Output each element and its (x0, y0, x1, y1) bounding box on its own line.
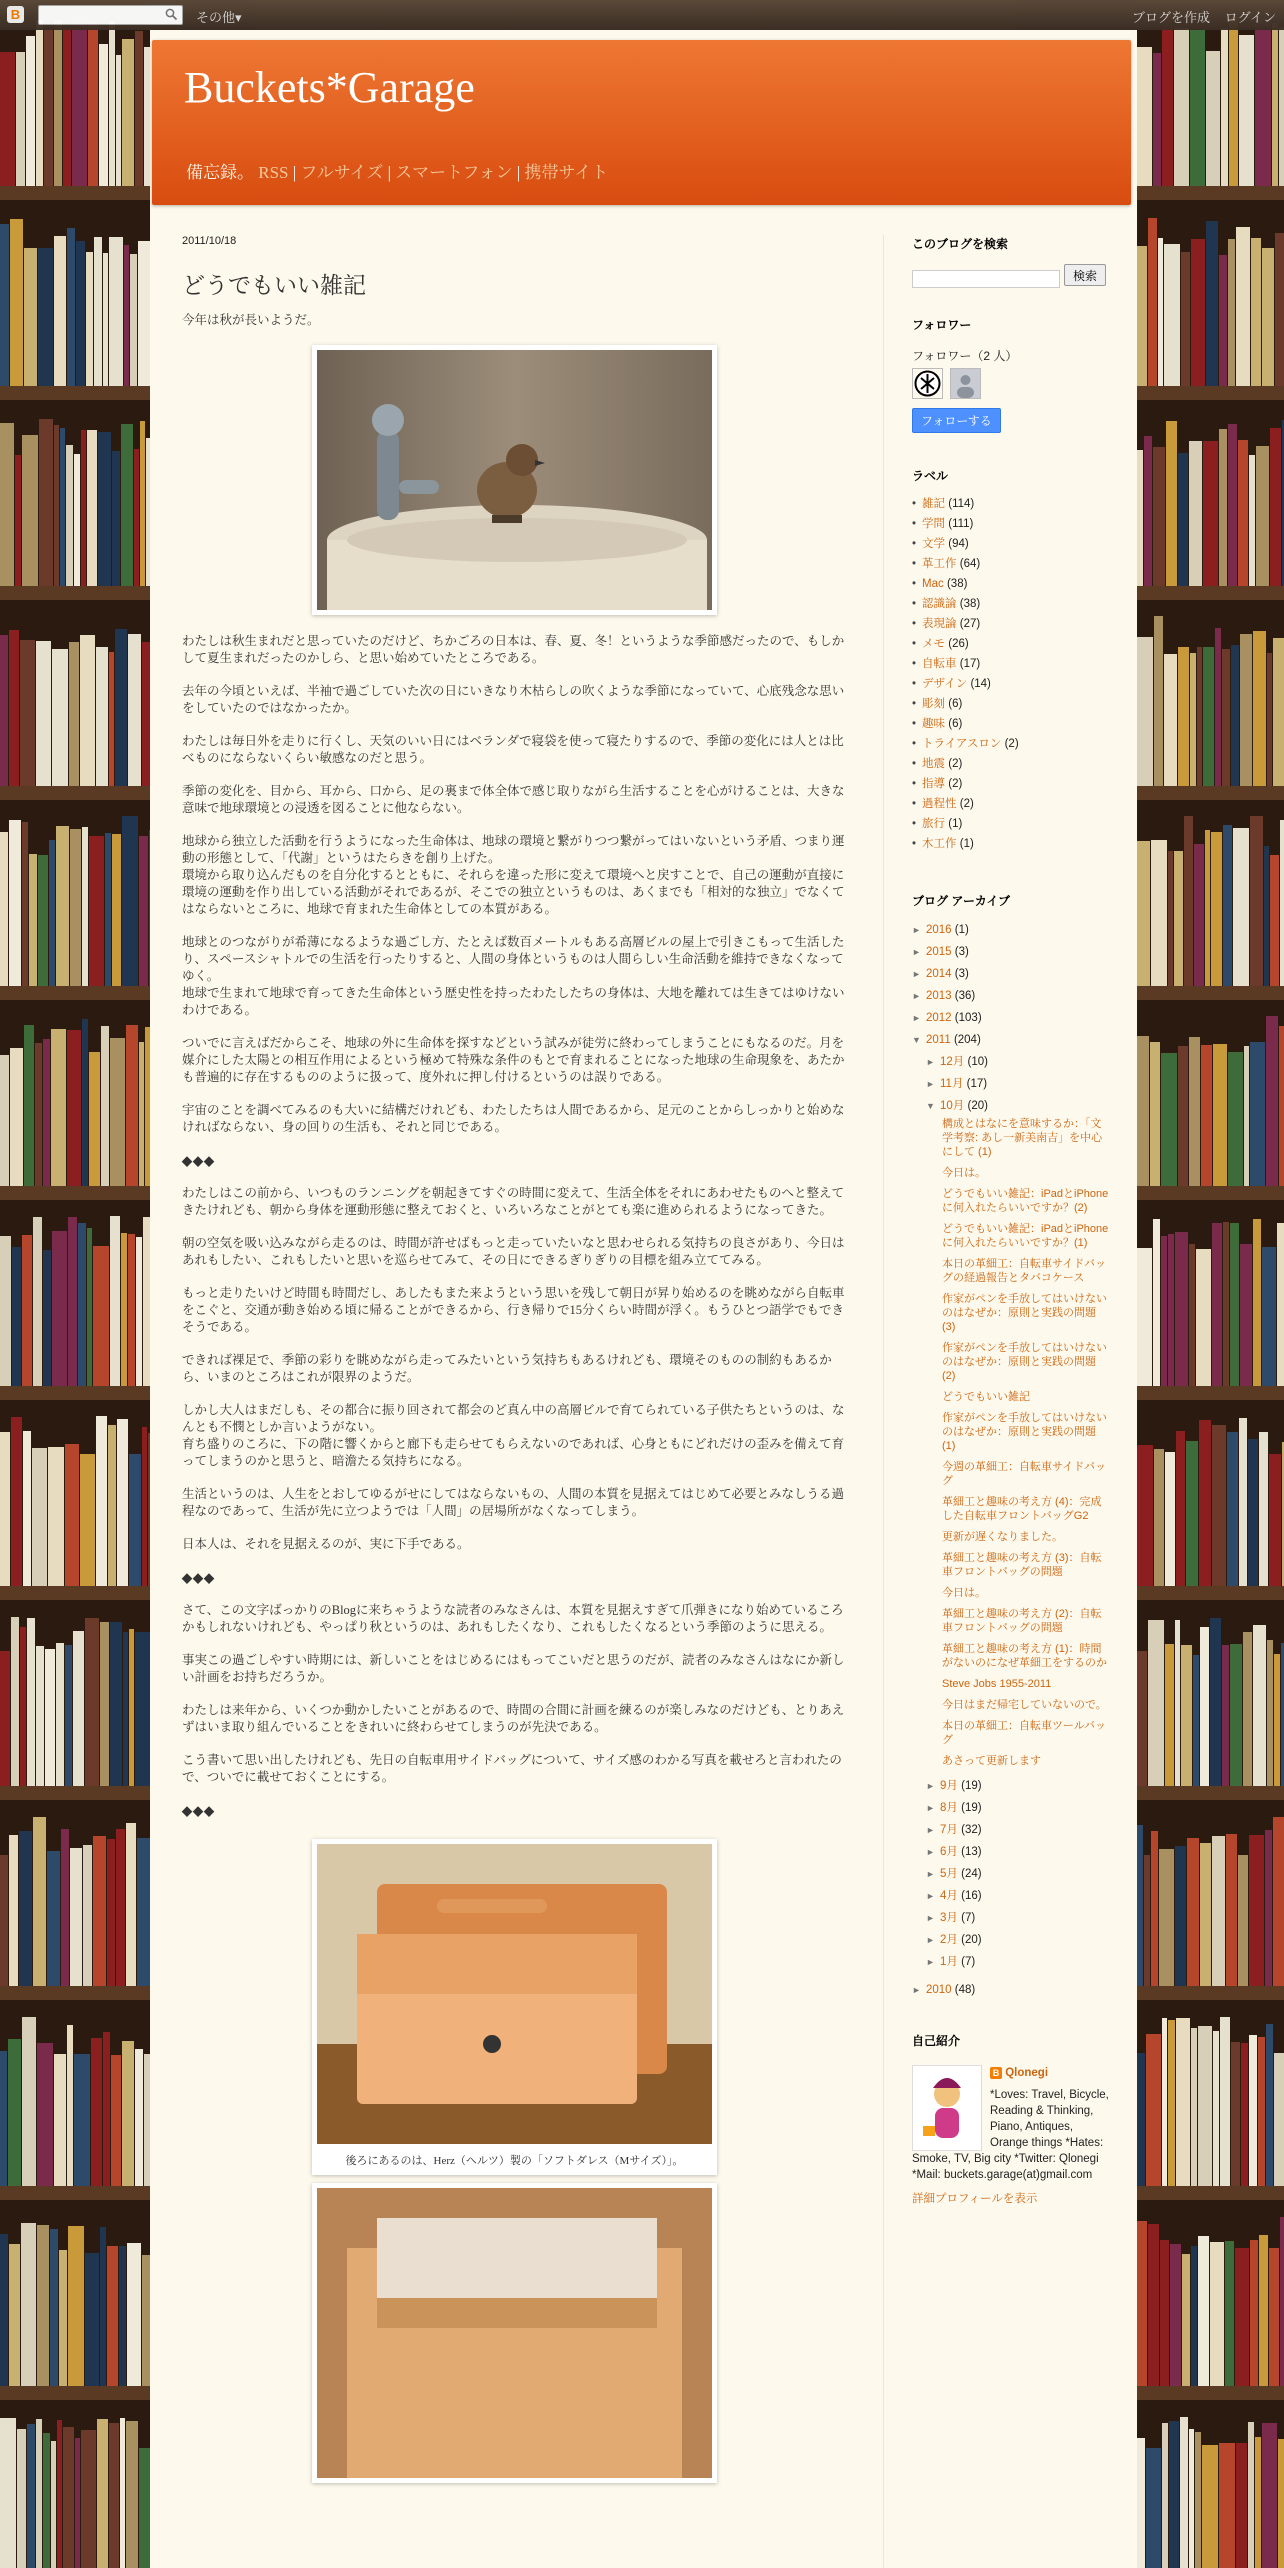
archive-post-link[interactable]: 革細工と趣味の考え方 (3)：自転車フロントバッグの問題 (942, 1552, 1102, 1578)
label-link[interactable]: 自転車 (922, 658, 957, 670)
archive-count: (20) (967, 1100, 988, 1112)
archive-post-link[interactable]: 今日は。 (942, 1587, 986, 1599)
archive-month (912, 1051, 1112, 1073)
label-count: (2) (948, 758, 963, 770)
archive-month-open (912, 1095, 1112, 1117)
archive-post-link[interactable]: 今日はまだ帰宅していないので。 (942, 1699, 1107, 1711)
archive-post-link[interactable]: Steve Jobs 1955-2011 (942, 1678, 1052, 1690)
search-widget-title: このブログを検索 (912, 237, 1009, 251)
post-paragraph: 季節の変化を、目から、耳から、口から、足の裏まで体全体で感じ取りながら生活することを心がけることは、大きな意味で地球環境との浸透を図ることに他ならない。 (182, 784, 845, 815)
archive-post-link[interactable]: 構成とはなにを意味するか：「文学考察: あし一新美南吉」を中心にして (1) (942, 1118, 1103, 1158)
archive-post-link[interactable]: 革細工と趣味の考え方 (2)：自転車フロントバッグの問題 (942, 1608, 1102, 1634)
navbar-search-input[interactable] (38, 5, 183, 25)
label-link[interactable]: 過程性 (922, 798, 957, 810)
archive-post-link[interactable]: あさって更新します (942, 1755, 1041, 1767)
archive-month (912, 1907, 1112, 1929)
post-paragraph: ついでに言えばだからこそ、地球の外に生命体を探すなどという試みが徒労に終わってしまうことにもなるのだ。月を媒介にした太陽との相互作用によるという極めて特殊な条件のもとで育まれることになった地球の生命現象を、あたかも普遍的に存在するもののように扱って、度外れに押し付けるというのは誤りである。 (182, 1036, 845, 1084)
column-divider (883, 235, 884, 2568)
label-item (912, 654, 1112, 674)
label-count: (2) (959, 798, 974, 810)
archive-widget (912, 892, 1112, 2001)
search-button[interactable]: 検索 (1064, 264, 1106, 286)
label-count: (6) (948, 718, 963, 730)
archive-post-link[interactable]: 作家がペンを手放してはいけないのはなぜか：原則と実践の問題 (3) (942, 1293, 1107, 1333)
archive-count: (16) (961, 1890, 982, 1902)
archive-month (912, 1863, 1112, 1885)
label-item (912, 594, 1112, 614)
archive-month (912, 1929, 1112, 1951)
post-paragraph: 朝の空気を吸い込みながら走るのは、時間が許せばもっと走っていたいなと思わせられる気持ちの良さがあり、今日はあれもしたい、これもしたいと思いを巡らせてみて、その日にできるぎりぎりの目標を組み立ててみる。 (182, 1236, 845, 1267)
archive-post-link[interactable]: 本日の革細工：自転車ツールバッグ (942, 1720, 1107, 1746)
create-blog-link[interactable]: ブログを作成 (1131, 10, 1210, 25)
archive-post-link[interactable]: どうでもいい雑記：iPadとiPhoneに何入れたらいいですか？(1) (942, 1223, 1109, 1249)
followers-widget (912, 316, 1112, 433)
label-count: (38) (959, 598, 981, 610)
label-item (912, 714, 1112, 734)
archive-link[interactable]: 2月 (940, 1934, 958, 1946)
post-photo-bags[interactable] (312, 1839, 717, 2175)
blogger-navbar (0, 0, 1284, 30)
rss-link[interactable]: RSS (258, 163, 289, 182)
archive-link[interactable]: 2016 (926, 924, 952, 936)
label-item (912, 574, 1112, 594)
section-divider: ◆◆◆ (182, 1570, 215, 1585)
label-link[interactable]: 彫刻 (922, 698, 946, 710)
archive-count: (32) (961, 1824, 982, 1836)
label-item (912, 634, 1112, 654)
login-link[interactable]: ログイン (1224, 10, 1276, 25)
bookshelf-background-right (1137, 0, 1284, 2568)
archive-year (912, 985, 1112, 1007)
archive-link[interactable]: 8月 (940, 1802, 958, 1814)
label-item (912, 754, 1112, 774)
search-widget (912, 235, 1112, 288)
blogger-profile-icon: B (990, 2067, 1002, 2079)
separator: | (516, 163, 521, 182)
archive-count: (24) (961, 1868, 982, 1880)
expand-right-icon[interactable]: ► (912, 1985, 921, 1995)
archive-link[interactable]: 3月 (940, 1912, 958, 1924)
archive-month (912, 1841, 1112, 1863)
archive-link[interactable]: 6月 (940, 1846, 958, 1858)
archive-year (912, 941, 1112, 963)
archive-post-link[interactable]: 革細工と趣味の考え方 (4)：完成した自転車フロントバッグG2 (942, 1496, 1102, 1522)
label-link[interactable]: 雑記 (922, 498, 946, 510)
archive-link[interactable]: 2012 (926, 1012, 952, 1024)
separator: | (292, 163, 297, 182)
label-link[interactable]: 指導 (922, 778, 946, 790)
archive-count: (19) (961, 1780, 982, 1792)
post-paragraph: 地球とのつながりが希薄になるような過ごし方、たとえば数百メートルもある高層ビルの屋上で引きこもって生活したり、スペースシャトルでの生活を行ったりすると、人間の身体というものは人間らしい生命活動を維持できなくなってゆく。 地球で生まれて地球で育ってきた生命体という歴史性を持ったわたしたちの身体は、大地を離れては生きてはゆけないわけである。 (182, 935, 845, 1017)
main-column (182, 235, 847, 2501)
expand-right-icon[interactable]: ► (926, 1869, 935, 1879)
label-count: (27) (959, 618, 981, 630)
archive-count: (10) (967, 1056, 988, 1068)
label-count: (64) (959, 558, 981, 570)
follow-button[interactable]: フォローする (912, 408, 1001, 433)
archive-count: (204) (953, 1034, 981, 1046)
post-date: 2011/10/18 (182, 235, 237, 247)
archive-link[interactable]: 1月 (940, 1956, 958, 1968)
profile-avatar[interactable] (912, 2065, 982, 2151)
post-paragraph: しかし大人はまだしも、その都合に振り回されて都会のど真ん中の高層ビルで育てられている子供たちというのは、なんとも不憫としか言いようがない。 育ち盛りのころに、下の階に響くからと廊下も走らせてもらえないのであれば、心身ともにどれだけの歪みを備えて育ってしまうのかと思うと、暗澹たる気持ちになる。 (182, 1403, 845, 1468)
label-count: (111) (948, 518, 974, 530)
expand-right-icon[interactable]: ► (912, 947, 921, 957)
tagline: 備忘録。 (186, 163, 254, 182)
label-item (912, 794, 1112, 814)
expand-right-icon[interactable]: ► (912, 969, 921, 979)
archive-count: (36) (954, 990, 976, 1002)
expand-right-icon[interactable]: ► (926, 1913, 935, 1923)
label-count: (38) (946, 578, 968, 590)
label-link[interactable]: メモ (922, 638, 946, 650)
expand-right-icon[interactable]: ► (926, 1891, 935, 1901)
blog-description (186, 158, 608, 183)
labels-widget-title: ラベル (912, 469, 949, 483)
archive-link[interactable]: 10月 (940, 1100, 965, 1112)
sidebar (912, 235, 1112, 2207)
archive-post-link[interactable]: 革細工と趣味の考え方 (1)：時間がないのになぜ革細工をするのか (942, 1643, 1107, 1669)
blog-search-input[interactable] (912, 270, 1060, 288)
archive-post-link[interactable]: 本日の革細工：自転車サイドバッグの経過報告とタバコケース (942, 1258, 1107, 1284)
label-link[interactable]: 表現論 (922, 618, 957, 630)
expand-down-icon[interactable]: ▼ (912, 1035, 921, 1045)
separator: | (387, 163, 392, 182)
post-photo-sparrow[interactable] (312, 345, 717, 615)
archive-count: (17) (966, 1078, 988, 1090)
smartphone-link[interactable]: スマートフォン (395, 163, 513, 182)
archive-widget-title: ブログ アーカイブ (912, 894, 1011, 908)
profile-text: *Loves: Travel, Bicycle, Reading & Thinking, Piano, Antiques, Orange things *Hates: Smoke, TV, Big city *Twitter: Qlonegi *Mail: buckets.garage(at)gmail.com (912, 2089, 1109, 2181)
label-count: (26) (948, 638, 969, 650)
archive-count: (7) (961, 1956, 976, 1968)
label-item (912, 554, 1112, 574)
label-link[interactable]: 革工作 (922, 558, 957, 570)
label-item (912, 694, 1112, 714)
label-item (912, 534, 1112, 554)
expand-right-icon[interactable]: ► (926, 1803, 935, 1813)
label-link[interactable]: Mac (922, 578, 944, 590)
post-paragraph: 日本人は、それを見据えるのが、実に下手である。 (182, 1537, 470, 1551)
archive-post-link[interactable]: 作家がペンを手放してはいけないのはなぜか：原則と実践の問題 (1) (942, 1412, 1107, 1452)
label-link[interactable]: デザイン (922, 678, 968, 690)
label-count: (94) (948, 538, 969, 550)
label-item (912, 774, 1112, 794)
label-link[interactable]: 学問 (922, 518, 946, 530)
post-paragraph: 事実この過ごしやすい時期には、新しいことをはじめるにはもってこいだと思うのだが、読者のみなさんはなにか新しい計画をお持ちだろうか。 (182, 1653, 845, 1684)
fullsize-link[interactable]: フルサイズ (300, 163, 384, 182)
archive-count: (7) (961, 1912, 976, 1924)
expand-right-icon[interactable]: ► (926, 1847, 935, 1857)
archive-month (912, 1797, 1112, 1819)
label-item (912, 514, 1112, 534)
expand-right-icon[interactable]: ► (926, 1057, 935, 1067)
blog-header (152, 40, 1131, 205)
archive-link[interactable]: 12月 (940, 1056, 965, 1068)
archive-year (912, 1007, 1112, 1029)
post-paragraph: わたしは秋生まれだと思っていたのだけど、ちかごろの日本は、春、夏、冬！というような季節感だったので、もしかして夏生まれだったのかしら、と思い始めていたところである。 (182, 634, 845, 665)
archive-year (912, 963, 1112, 985)
label-item (912, 814, 1112, 834)
archive-month (912, 1775, 1112, 1797)
expand-right-icon[interactable]: ► (912, 1013, 921, 1023)
archive-link[interactable]: 7月 (940, 1824, 958, 1836)
post-paragraph: わたしは毎日外を走りに行くし、天気のいい日にはベランダで寝袋を使って寝たりするので、季節の変化には人とは比べものにならないくらい敏感なのだと思う。 (182, 734, 844, 765)
mobile-site-link[interactable]: 携帯サイト (524, 163, 609, 182)
label-item (912, 674, 1112, 694)
expand-right-icon[interactable]: ► (926, 1079, 935, 1089)
archive-post-link[interactable]: 作家がペンを手放してはいけないのはなぜか：原則と実践の問題 (2) (942, 1342, 1107, 1382)
label-link[interactable]: 認識論 (922, 598, 957, 610)
post-paragraph: さて、この文字ばっかりのBlogに来ちゃうような読者のみなさんは、本質を見据えすぎて爪弾きになり始めているころかもしれないけれども、やっぱり秋というのは、あれもしたくなり、これもしたくなるという季節のように思える。 (182, 1603, 844, 1634)
archive-link[interactable]: 2011 (926, 1034, 951, 1046)
expand-right-icon[interactable]: ► (926, 1935, 935, 1945)
expand-right-icon[interactable]: ► (926, 1957, 935, 1967)
label-count: (2) (1004, 738, 1019, 750)
label-count: (1) (948, 818, 963, 830)
archive-year (912, 919, 1112, 941)
followers-count: フォロワー（2 人） (912, 349, 1018, 363)
post-paragraph: 宇宙のことを調べてみるのも大いに結構だけれども、わたしたちは人間であるから、足元のことからしっかりと始めなければならない、身の回りの生活も、それと同じである。 (182, 1103, 845, 1134)
search-icon[interactable] (165, 8, 178, 21)
profile-widget (912, 2033, 1112, 2207)
archive-post-link[interactable]: 今週の革細工：自転車サイドバッグ (942, 1461, 1107, 1487)
expand-down-icon[interactable]: ▼ (926, 1101, 935, 1111)
archive-link[interactable]: 2015 (926, 946, 952, 958)
label-link[interactable]: 文学 (922, 538, 946, 550)
archive-count: (19) (961, 1802, 982, 1814)
archive-year (912, 1979, 1112, 2001)
post-body (182, 312, 847, 2483)
archive-link[interactable]: 2013 (926, 990, 952, 1002)
post-paragraph: わたしはこの前から、いつものランニングを朝起きてすぐの時間に変えて、生活全体をそれにあわせたものへと整えてきたけれども、朝から身体を運動形態に整えておくと、いろいろなことがとても楽に進められるようになってきた。 (182, 1186, 845, 1217)
post-paragraph: もっと走りたいけど時間も時間だし、あしたもまた来ようという思いを残して朝日が昇り始めるのを眺めながら自転車をこぐと、交通が動き始める頃に帰ることができるから、行き帰りで15分くらい時間が浮く。もうひとつ語学でもできそうである。 (182, 1286, 845, 1334)
archive-link[interactable]: 5月 (940, 1868, 958, 1880)
archive-count: (103) (954, 1012, 982, 1024)
post-paragraph: 生活というのは、人生をとおしてゆるがせにしてはならないもの、人間の本質を見据えてはじめて必要とみなしうる過程なのであって、生活が先に立つようでは「人間」の居場所がなくなってしまう。 (182, 1487, 845, 1518)
post-paragraph: 去年の今頃といえば、半袖で過ごしていた次の日にいきなり木枯らしの吹くような季節になっていて、心底残念な思いをしていたのではなかったか。 (182, 684, 845, 715)
archive-link[interactable]: 2014 (926, 968, 952, 980)
label-link[interactable]: トライアスロン (922, 738, 1002, 750)
label-count: (14) (970, 678, 991, 690)
archive-count: (20) (961, 1934, 982, 1946)
view-full-profile-link[interactable]: 詳細プロフィールを表示 (912, 2193, 1038, 2205)
archive-count: (3) (954, 968, 969, 980)
archive-count: (1) (954, 924, 969, 936)
expand-right-icon[interactable]: ► (912, 925, 921, 935)
post-paragraph: 地球から独立した活動を行うようになった生命体は、地球の環境と繋がりつつ繋がってはいないという矛盾、つまり運動の形態として、「代謝」というはたらきを創り上げた。 環境から取り込んだものを自分化するとともに、それらを違った形に変えて環境へと戻すことで、自己の運動が直接に環境の運動を作り出している活動がそれであるが、そこでの独立というものは、あくまでも「相対的な独立」でなくてはならないところに、地球で育まれた生命体としての本質がある。 (182, 834, 845, 916)
archive-year-open (912, 1029, 1112, 1051)
section-divider: ◆◆◆ (182, 1153, 215, 1168)
navbar-more-menu[interactable]: その他▾ (196, 10, 242, 25)
archive-month (912, 1073, 1112, 1095)
archive-count: (48) (954, 1984, 976, 1996)
profile-widget-title: 自己紹介 (912, 2034, 961, 2048)
label-count: (6) (948, 698, 963, 710)
label-link[interactable]: 地震 (922, 758, 946, 770)
bookshelf-background-left (0, 0, 150, 2568)
label-item (912, 614, 1112, 634)
label-count: (1) (959, 838, 974, 850)
archive-post-link[interactable]: 更新が遅くなりました。 (942, 1531, 1063, 1543)
expand-right-icon[interactable]: ► (926, 1781, 935, 1791)
archive-link[interactable]: 11月 (940, 1078, 964, 1090)
label-count: (17) (959, 658, 981, 670)
archive-month (912, 1951, 1112, 1973)
archive-month (912, 1885, 1112, 1907)
photo-caption: 後ろにあるのは、Herz（ヘルツ）製の「ソフトダレス（Mサイズ）」。 (345, 2155, 684, 2167)
archive-month (912, 1819, 1112, 1841)
blog-title[interactable]: Buckets*Garage (184, 63, 475, 112)
section-divider: ◆◆◆ (182, 1803, 215, 1818)
archive-count: (13) (961, 1846, 982, 1858)
post-paragraph: できれば裸足で、季節の彩りを眺めながら走ってみたいという気持ちもあるけれども、環境そのものの制約もあるから、いまのところはこれが限界のようだ。 (182, 1353, 832, 1384)
label-link[interactable]: 趣味 (922, 718, 946, 730)
post-photo-bag-open[interactable] (312, 2183, 717, 2483)
post-paragraph: わたしは来年から、いくつか動かしたいことがあるので、時間の合間に計画を練るのが楽しみなのだけども、とりあえずはいま取り組んでいることをきれいに終わらせてしまうのが先決である。 (182, 1703, 845, 1734)
archive-post-link[interactable]: どうでもいい雑記：iPadとiPhoneに何入れたらいいですか？(2) (942, 1188, 1109, 1214)
profile-name-link[interactable]: Qlonegi (1005, 2067, 1049, 2079)
post-intro: 今年は秋が長いようだ。 (182, 313, 320, 327)
content-outer (150, 30, 1137, 2568)
label-link[interactable]: 旅行 (922, 818, 946, 830)
post-paragraph: こう書いて思い出したけれども、先日の自転車用サイドバッグについて、サイズ感のわかる写真を載せろと言われたので、ついでに載せておくことにする。 (182, 1753, 842, 1784)
label-link[interactable]: 木工作 (922, 838, 957, 850)
label-count: (2) (948, 778, 963, 790)
label-item (912, 494, 1112, 514)
follower-avatar[interactable] (950, 368, 981, 399)
post-title[interactable]: どうでもいい雑記 (182, 273, 366, 298)
archive-link[interactable]: 4月 (940, 1890, 958, 1902)
archive-link[interactable]: 9月 (940, 1780, 958, 1792)
label-count: (114) (948, 498, 975, 510)
archive-count: (3) (954, 946, 969, 958)
expand-right-icon[interactable]: ► (926, 1825, 935, 1835)
label-item (912, 734, 1112, 754)
labels-widget (912, 467, 1112, 854)
follower-avatar[interactable] (912, 368, 943, 399)
archive-post-link[interactable]: 今日は。 (942, 1167, 986, 1179)
archive-post-link[interactable]: どうでもいい雑記 (942, 1391, 1030, 1403)
blogger-logo-icon[interactable]: B (7, 6, 24, 23)
expand-right-icon[interactable]: ► (912, 991, 921, 1001)
followers-widget-title: フォロワー (912, 318, 972, 332)
archive-link[interactable]: 2010 (926, 1984, 952, 1996)
label-item (912, 834, 1112, 854)
